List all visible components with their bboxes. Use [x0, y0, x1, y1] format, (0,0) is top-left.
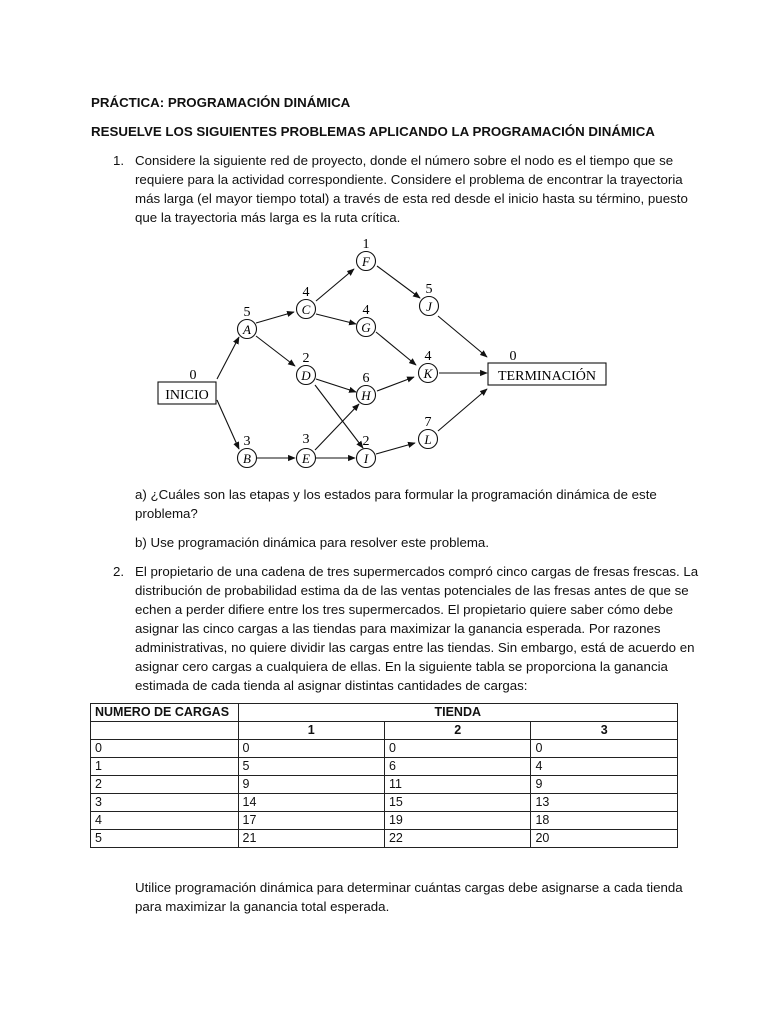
network-node-e: [297, 432, 316, 468]
start-node-label: INICIO: [165, 388, 209, 403]
network-node-l: [419, 415, 438, 449]
problem-2-line: estimada de cada tienda al asignar distintas cantidades de cargas:: [135, 678, 528, 693]
problem-2-line: distribución de probabilidad estima da de las ventas potenciales de las fresas antes de que se: [135, 583, 689, 598]
node-time: 5: [243, 305, 251, 320]
cell-store-1: 0: [238, 740, 384, 758]
node-letter: F: [362, 254, 370, 269]
cell-store-3: 9: [531, 776, 678, 794]
end-node-label: TERMINACIÓN: [498, 369, 596, 384]
cell-store-3: 18: [531, 812, 678, 830]
node-letter: I: [363, 451, 369, 466]
cell-store-2: 15: [384, 794, 530, 812]
table-subheader-row: [91, 722, 678, 740]
table-row: [91, 794, 678, 812]
problem-1-line: requiere para la actividad correspondiente. Considere el problema de encontrar la trayectoria: [135, 172, 683, 187]
start-node-time: 0: [189, 368, 197, 383]
question-b: b) Use programación dinámica para resolver este problema.: [135, 535, 490, 550]
node-letter: D: [301, 368, 311, 383]
problem-1-number: 1.: [113, 153, 125, 168]
cell-store-2: 6: [384, 758, 530, 776]
node-time: 4: [362, 303, 370, 318]
network-node-c: [297, 285, 316, 319]
node-letter: B: [243, 451, 251, 466]
cell-store-1: 17: [238, 812, 384, 830]
cell-store-2: 11: [384, 776, 530, 794]
table-row: [91, 812, 678, 830]
cell-loads: 1: [91, 758, 239, 776]
problem-1-line: Considere la siguiente red de proyecto, donde el número sobre el nodo es el tiempo que se: [135, 153, 674, 168]
header-loads: NUMERO DE CARGAS: [91, 704, 239, 722]
header-store-3: 3: [531, 722, 678, 740]
node-letter: H: [361, 388, 371, 403]
node-time: 5: [425, 282, 433, 297]
network-node-k: [419, 349, 438, 383]
network-node-h: [357, 371, 376, 405]
node-letter: G: [361, 320, 371, 335]
question-a-line: problema?: [135, 506, 198, 521]
cell-store-3: 13: [531, 794, 678, 812]
network-node-d: [297, 351, 316, 385]
header-store: TIENDA: [238, 704, 678, 722]
table-row: [91, 758, 678, 776]
page-subtitle: RESUELVE LOS SIGUIENTES PROBLEMAS APLICANDO LA PROGRAMACIÓN DINÁMICA: [91, 124, 655, 139]
node-time: 4: [424, 349, 432, 364]
node-letter: K: [423, 366, 433, 381]
problem-2-line: El propietario de una cadena de tres supermercados compró cinco cargas de fresas frescas. La: [135, 564, 699, 579]
table-row: [91, 776, 678, 794]
table-row: [91, 830, 678, 848]
node-letter: C: [301, 302, 311, 317]
cell-store-1: 9: [238, 776, 384, 794]
cell-loads: 3: [91, 794, 239, 812]
node-letter: L: [424, 432, 432, 447]
problem-2-line: echen a perder difiere entre los tres supermercados. El propietario quiere saber cómo debe: [135, 602, 674, 617]
network-node-b: [238, 434, 257, 468]
page-title: PRÁCTICA: PROGRAMACIÓN DINÁMICA: [91, 95, 351, 110]
problem-1-line: más larga (el mayor tiempo total) a través de esta red desde el inicio hasta su término, puesto: [135, 191, 688, 206]
header-store-1: 1: [238, 722, 384, 740]
node-letter: J: [426, 299, 432, 314]
cell-store-1: 5: [238, 758, 384, 776]
node-time: 2: [362, 434, 370, 449]
problem-2-number: 2.: [113, 564, 125, 579]
cell-store-2: 19: [384, 812, 530, 830]
problem-2-line: asignar las cinco cargas a las tiendas para maximizar la ganancia esperada. Por razones: [135, 621, 661, 636]
node-letter: E: [302, 451, 310, 466]
network-node-j: [420, 282, 439, 316]
table-row: [91, 740, 678, 758]
network-node-g: [357, 303, 376, 337]
cell-loads: 5: [91, 830, 239, 848]
cell-store-3: 4: [531, 758, 678, 776]
end-node-time: 0: [509, 349, 517, 364]
network-node-f: [357, 237, 376, 271]
cell-loads: 0: [91, 740, 239, 758]
node-letter: A: [243, 322, 251, 337]
node-time: 1: [362, 237, 370, 252]
cell-loads: 4: [91, 812, 239, 830]
node-time: 4: [302, 285, 310, 300]
cell-store-2: 22: [384, 830, 530, 848]
cell-store-3: 20: [531, 830, 678, 848]
problem-2-line: administrativas, no quiere dividir las cargas entre las tiendas. Sin embargo, está de acuerdo en: [135, 640, 695, 655]
node-time: 3: [302, 432, 310, 447]
node-time: 6: [362, 371, 370, 386]
cell-store-1: 14: [238, 794, 384, 812]
network-node-a: [238, 305, 257, 339]
table-header-row: [91, 704, 678, 722]
cell-store-2: 0: [384, 740, 530, 758]
cell-store-3: 0: [531, 740, 678, 758]
closing-line: para maximizar la ganancia total esperada.: [135, 899, 390, 914]
node-time: 2: [302, 351, 310, 366]
gain-table: [90, 703, 678, 848]
project-network-diagram: [150, 232, 620, 476]
header-store-2: 2: [384, 722, 530, 740]
node-time: 3: [243, 434, 251, 449]
cell-loads: 2: [91, 776, 239, 794]
node-time: 7: [424, 415, 432, 430]
problem-2-line: asignar cero cargas a cualquiera de ellas. En la siguiente tabla se proporciona la ganancia: [135, 659, 668, 674]
closing-line: Utilice programación dinámica para determinar cuántas cargas debe asignarse a cada tienda: [135, 880, 683, 895]
network-node-i: [357, 434, 376, 468]
question-a-line: a) ¿Cuáles son las etapas y los estados para formular la programación dinámica de este: [135, 487, 657, 502]
problem-1-line: que la trayectoria más larga es la ruta crítica.: [135, 210, 401, 225]
cell-store-1: 21: [238, 830, 384, 848]
header-empty: [91, 722, 239, 740]
